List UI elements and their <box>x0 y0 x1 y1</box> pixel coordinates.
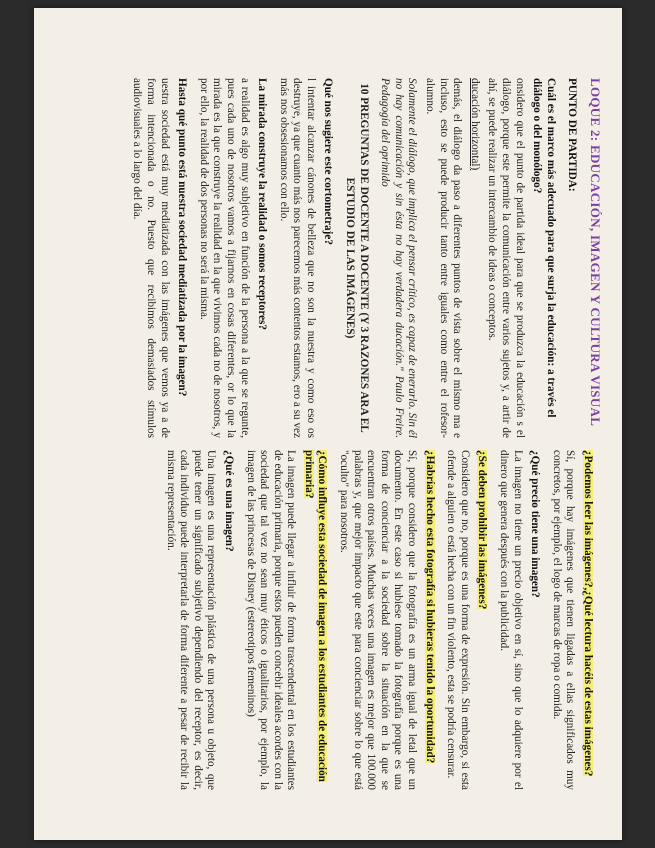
question-price: ¿Qué precio tiene una imagen? <box>529 450 542 598</box>
question-mediated: Hasta qué punto está nuestra sociedad mediatizada por la imagen? <box>176 78 189 397</box>
question-image: ¿Qué es una imagen? <box>222 450 235 552</box>
answer-short-film: l intentar alcanzar cánones de belleza que no son la nuestra y como eso os destruye, ya que cuanto más nos parecemos más contentos estamos, ero a su vez más nos obsesionamos con ello. <box>277 78 317 438</box>
question-influence: ¿Cómo influye esta sociedad de imagen a los estudiantes de educación primaria? <box>302 450 329 782</box>
answer-photo: Sí, porque considero que la fotografía es un arma igual de letal que un documento. En este caso si hubiese tomado la fotografía porque es una forma de concienciar a la sociedad sobre la situación en la que se encuentran otros países. Muchas veces una imagen es mejor que 100.000 palabras y, que mejor impacto que este para concienciar sobre lo que está "oculto" para nosotros. <box>338 450 419 790</box>
answer-image: Una imagen es una representación plástica de una persona u objeto, que puede tener un significado subjetivo dependiendo del receptor, es decir, cada individuo puede interpretarla de forma diferente a pesar de recibir la misma representación. <box>164 450 218 790</box>
document-page <box>34 8 622 840</box>
freire-quote: Solamente el diálogo, que implica el pensar crítico, es capaz de enerarlo. Sin él no hay comunicación y sin ésta no hay verdadera ducación." Paulo Freire. Pedagogía del oprimido <box>379 78 419 438</box>
answer-framework: onsidero que el punto de partida ideal para que se produzca la educación s el diálogo, porque este permite la comunicación entre varios sujetos y, a artir de ahí, se puede realizar un intercambio de ideas o conceptos. <box>486 78 526 438</box>
rotated-content <box>34 8 622 840</box>
answer-influence: La imagen puede llegar a influir de forma trascendental en los estudiantes de educación primaria, porque estos pueden concebir ideales acordes con la sociedad que tal vez no sean muy éticos o igualitarios, por ejemplo, la imagen de las princesas de Disney (estereotipos femeninos) <box>244 450 298 790</box>
horizontal-education: ducación horizontal) <box>468 78 481 171</box>
answer-prohibit: Considero que no, porque es una forma de expresión. Sin embargo, si esta ofende a alguien o está hecha con un fin violento, esta se podría censurar. <box>445 450 471 790</box>
answer-read-images: Sí, porque hay imágenes que tienen ligadas a ellas significados muy concretos, por ejemplo, el logo de marcas de ropa o comida. <box>550 450 577 790</box>
question-read-images: ¿Podemos leer las imágenes?,¿Qué lectura hacéis de estas imágenes? <box>582 450 594 777</box>
answer-mediated: uestra sociedad está muy mediatizada con las imágenes que vemos ya a de forma intencionada o no. Puesto que recibimos demasiados stímulos audiovisuales a lo largo del día. <box>131 78 171 438</box>
question-short-film: Qué nos sugiere este cortometraje? <box>322 78 335 245</box>
ten-questions-heading: 10 PREGUNTAS DE DOCENTE A DOCENTE (Y 3 RAZONES ARA EL ESTUDIO DE LAS IMÁGENES) <box>344 83 370 433</box>
question-gaze: La mirada construye la realidad o somos receptores? <box>256 78 269 331</box>
left-column <box>126 78 602 438</box>
section-heading-start: PUNTO DE PARTIDA: <box>566 78 579 192</box>
question-photo: ¿Habrías hecho esta fotografía si hubieras tenido la oportunidad? <box>423 450 436 764</box>
question-framework: Cuál es el marco más adecuado para que surja la educación: a través el diálogo o del monólogo? <box>531 78 557 418</box>
answer-gaze: a realidad es algo muy subjetivo en función de la persona a la que se regunte, pues cada uno de nosotros vamos a fijarnos en cosas diferentes, or lo que la mirada es la que construye la realidad en la que vivimos cada no de nosotros, y por ello, la realidad de dos personas no será la misma. <box>197 78 251 438</box>
right-column <box>159 450 602 790</box>
answer-price: La imagen no tiene un precio objetivo en sí, sino que lo adquiere por el dinero que genera después con la publicidad. <box>498 450 524 790</box>
question-prohibit: ¿Se deben prohibir las imágenes? <box>476 450 489 610</box>
answer-framework-2: demás, el diálogo da paso a diferentes puntos de vista sobre el mismo ma e incluso, esto se puede producir tanto entre iguales como entre el rofesor-alumno. <box>424 78 464 438</box>
unit-title: LOQUE 2: EDUCACIÓN, IMAGEN Y CULTURA VISUAL <box>588 78 603 427</box>
